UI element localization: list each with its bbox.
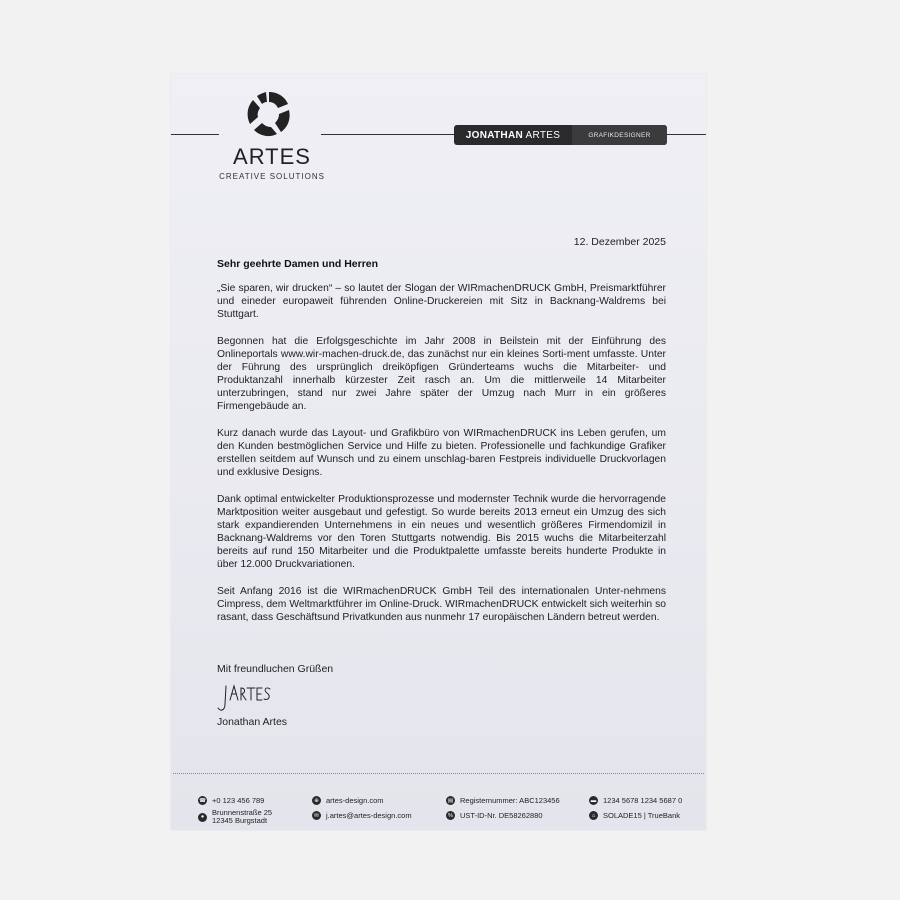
bank-icon: ⌂	[589, 811, 598, 820]
address-city: 12345 Burgstadt	[212, 816, 268, 825]
globe-icon: ⊕	[312, 796, 321, 805]
footer-phone	[198, 796, 264, 805]
register-icon: ▤	[447, 797, 454, 804]
address	[212, 809, 272, 825]
phone-number: +0 123 456 789	[212, 795, 265, 805]
letter-closing: Mit freundluchen Grüßen	[217, 663, 334, 675]
letter-body	[217, 282, 666, 638]
sender-role: GRAFIKDESIGNER	[572, 125, 667, 145]
letter-footer	[171, 788, 706, 830]
artes-logo-icon	[245, 90, 293, 138]
vat-id: UST-ID-Nr. DE58262880	[460, 810, 543, 820]
paragraph: Dank optimal entwickelter Produktionsprozesse und modernster Technik wurde die hervorragende Marktposition weiter ausgebaut und gefestigt. So wurde bereits 2013 erneut ein Umzug des sich stark expandierenden Unternehmens in ein neues und wesentlich größeres Firmendomizil in Backnang-Waldrems vor den Toren Stuttgarts notwendig. Bis 2015 wuchs die Mitarbeiterzahl bereits auf rund 150 Mitarbeiter und die Produktpalette umfasste bereits hunderte Produkte in über 12.000 Druckvariationen.	[217, 494, 666, 570]
footer-email	[312, 811, 412, 820]
vat-icon: %	[446, 811, 455, 820]
sender-last-name: ARTES	[525, 129, 561, 141]
header-rule	[321, 134, 454, 135]
footer-divider	[173, 773, 704, 774]
footer-register	[446, 796, 560, 805]
sender-first-name: JONATHAN	[465, 129, 523, 141]
footer-address	[198, 809, 272, 825]
email-icon: ✉	[312, 811, 321, 820]
brand-name: ARTES	[233, 144, 311, 169]
footer-web	[312, 796, 384, 805]
header-rule	[171, 134, 219, 135]
paragraph: Kurz danach wurde das Layout- und Grafikbüro von WIRmachenDRUCK ins Leben gerufen, um den Kunden bestmöglichen Service und Hilfe zu bieten. Professionelle und fachkundige Grafiker erstellen seitdem auf Wunsch und zu einem unschlag-baren Festpreis individuelle Druckvorlagen und exklusive Designs.	[217, 428, 666, 478]
signer-name: Jonathan Artes	[217, 716, 288, 728]
email-address: j.artes@artes-design.com	[326, 810, 412, 820]
footer-iban	[589, 796, 682, 805]
footer-bank	[589, 811, 680, 820]
paragraph: Seit Anfang 2016 ist die WIRmachenDRUCK GmbH Teil des internationalen Unter-nehmens Cimpress, dem Weltmarktführer im Online-Druck. WIRmachenDRUCK entwickelt sich weiterhin so rasant, dass Geschäftsund Privatkunden aus nunmehr 17 europäischen Ländern betreut werden.	[217, 586, 666, 623]
bank-card-icon: ▬	[590, 797, 597, 804]
handwritten-signature	[216, 682, 276, 716]
letter-sheet	[171, 74, 706, 830]
register-number: Registernummer: ABC123456	[460, 795, 560, 805]
phone-icon: ☎	[199, 797, 206, 804]
footer-vat	[446, 811, 543, 820]
brand-tagline: CREATIVE SOLUTIONS	[219, 172, 325, 181]
header-rule	[667, 134, 706, 135]
bank-details: SOLADE15 | TrueBank	[603, 810, 680, 820]
sender-name	[454, 130, 572, 141]
letter-greeting: Sehr geehrte Damen und Herren	[217, 258, 379, 270]
letter-date: 12. Dezember 2025	[573, 236, 666, 248]
website: artes-design.com	[326, 795, 384, 805]
paragraph: Begonnen hat die Erfolgsgeschichte im Jahr 2008 in Beilstein mit der Einführung des Onlineportals www.wir-machen-druck.de, das zunächst nur ein kleines Sorti-ment umfasste. Unter der Führung des ursprünglich dreiköpfigen Gründerteams wuchs die Mitarbeiter- und Produktanzahl innerhalb kürzester Zeit rasch an. Um die mittlerweile 14 Mitarbeiter unterzubringen, stand nur zwei Jahre später der Umzug nach Murr in ein größeres Firmengebäude an.	[217, 336, 666, 412]
iban-number: 1234 5678 1234 5687 0	[603, 795, 683, 805]
address-street: Brunnenstraße 25	[212, 808, 273, 817]
location-icon: ●	[198, 813, 207, 822]
name-bar	[454, 125, 667, 145]
paragraph: „Sie sparen, wir drucken“ – so lautet der Slogan der WIRmachenDRUCK GmbH, Preismarktführer und eineder europaweit führenden Online-Druckereien mit Sitz in Backnang-Waldrems bei Stuttgart.	[217, 283, 666, 320]
